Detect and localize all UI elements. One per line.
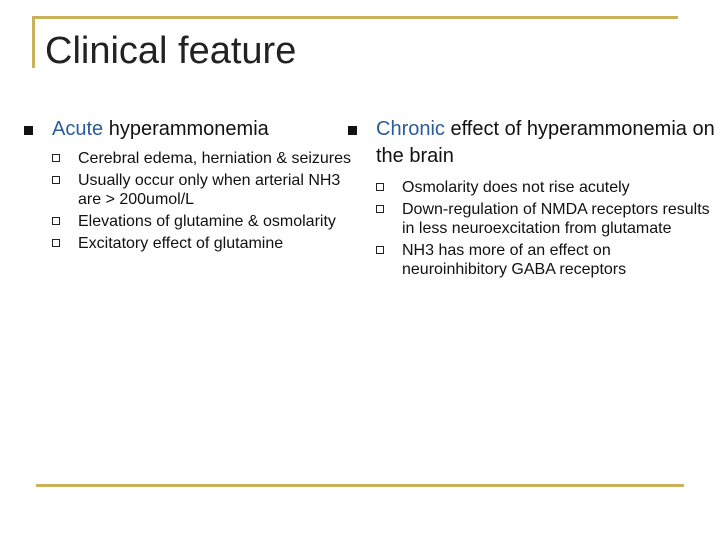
list-item [348, 241, 718, 279]
right-column [348, 116, 718, 282]
list-item-text: Osmolarity does not rise acutely [402, 179, 630, 196]
acute-list [24, 149, 354, 253]
list-item-text: Usually occur only when arterial NH3 are > 200umol/L [78, 172, 341, 208]
square-bullet-icon [24, 126, 33, 135]
hollow-square-bullet-icon [52, 239, 60, 247]
chronic-list [348, 178, 718, 279]
hollow-square-bullet-icon [376, 205, 384, 213]
hollow-square-bullet-icon [376, 183, 384, 191]
list-item [24, 171, 354, 209]
acute-heading [24, 116, 354, 143]
list-item-text: Excitatory effect of glutamine [78, 235, 284, 252]
hollow-square-bullet-icon [52, 154, 60, 162]
list-item [24, 234, 354, 253]
hollow-square-bullet-icon [376, 246, 384, 254]
list-item [24, 212, 354, 231]
acute-heading-accent: Acute [52, 118, 104, 140]
list-item-text: Elevations of glutamine & osmolarity [78, 213, 336, 230]
title-frame-top-line [32, 16, 678, 19]
square-bullet-icon [348, 126, 357, 135]
hollow-square-bullet-icon [52, 176, 60, 184]
left-column [24, 116, 354, 256]
list-item-text: Down-regulation of NMDA receptors results in less neuroexcitation from glutamate [402, 201, 710, 237]
list-item [24, 149, 354, 168]
slide-title: Clinical feature [45, 30, 297, 72]
chronic-heading-accent: Chronic [376, 118, 445, 140]
chronic-heading [348, 116, 718, 170]
list-item-text: NH3 has more of an effect on neuroinhibitory GABA receptors [402, 242, 627, 278]
chronic-heading-text: effect of hyperammonemia on the brain [376, 118, 715, 167]
footer-line [36, 484, 684, 487]
list-item-text: Cerebral edema, herniation & seizures [78, 150, 352, 167]
title-frame-left-line [32, 16, 35, 68]
acute-heading-text: hyperammonemia [103, 118, 269, 140]
list-item [348, 200, 718, 238]
hollow-square-bullet-icon [52, 217, 60, 225]
list-item [348, 178, 718, 197]
